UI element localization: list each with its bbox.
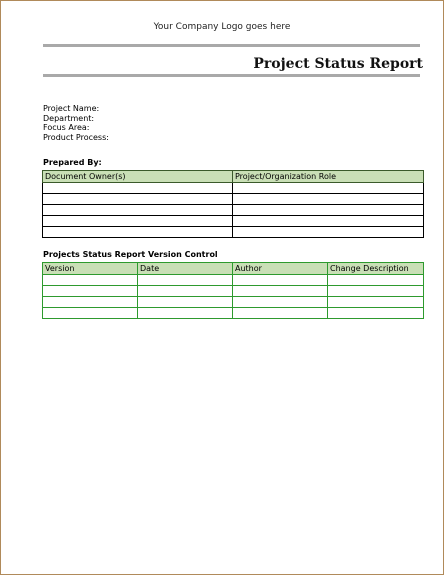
table-cell[interactable] <box>43 205 233 216</box>
table-header-row <box>43 171 424 183</box>
table-cell[interactable] <box>233 286 328 297</box>
table-cell[interactable] <box>138 308 233 319</box>
table-row <box>43 297 424 308</box>
column-header-project-role: Project/Organization Role <box>233 171 424 183</box>
column-header-version: Version <box>43 263 138 275</box>
table-row <box>43 286 424 297</box>
table-cell[interactable] <box>233 297 328 308</box>
table-cell[interactable] <box>233 194 424 205</box>
table-cell[interactable] <box>233 227 424 238</box>
table-cell[interactable] <box>43 183 233 194</box>
table-cell[interactable] <box>233 205 424 216</box>
header-rule-top <box>43 44 420 47</box>
table-cell[interactable] <box>43 286 138 297</box>
table-cell[interactable] <box>138 297 233 308</box>
table-cell[interactable] <box>233 216 424 227</box>
prepared-by-heading: Prepared By: <box>43 158 102 167</box>
table-row <box>43 227 424 238</box>
table-cell[interactable] <box>233 308 328 319</box>
table-cell[interactable] <box>328 308 424 319</box>
company-logo-placeholder: Your Company Logo goes here <box>153 22 291 32</box>
table-cell[interactable] <box>138 286 233 297</box>
field-product-process: Product Process: <box>43 132 109 142</box>
field-project-name: Project Name: <box>43 104 100 113</box>
field-focus-area: Focus Area: <box>43 123 90 132</box>
table-cell[interactable] <box>43 308 138 319</box>
column-header-author: Author <box>233 263 328 275</box>
project-fields <box>43 104 109 142</box>
table-row <box>43 205 424 216</box>
table-row <box>43 194 424 205</box>
table-row <box>43 216 424 227</box>
table-cell[interactable] <box>43 275 138 286</box>
document-owners-table <box>42 170 424 238</box>
table-cell[interactable] <box>233 183 424 194</box>
column-header-date: Date <box>138 263 233 275</box>
table-row <box>43 308 424 319</box>
table-header-row <box>43 263 424 275</box>
table-cell[interactable] <box>43 216 233 227</box>
version-control-heading: Projects Status Report Version Control <box>43 250 218 259</box>
table-cell[interactable] <box>43 194 233 205</box>
table-cell[interactable] <box>43 227 233 238</box>
table-row <box>43 275 424 286</box>
field-department: Department: <box>43 113 95 123</box>
header-rule-bottom <box>43 74 420 77</box>
table-cell[interactable] <box>328 297 424 308</box>
table-cell[interactable] <box>43 297 138 308</box>
table-row <box>43 183 424 194</box>
column-header-change-description: Change Description <box>328 263 424 275</box>
table-cell[interactable] <box>138 275 233 286</box>
table-cell[interactable] <box>328 275 424 286</box>
column-header-document-owners: Document Owner(s) <box>43 171 233 183</box>
table-cell[interactable] <box>233 275 328 286</box>
table-cell[interactable] <box>328 286 424 297</box>
version-control-table <box>42 262 424 319</box>
report-title: Project Status Report <box>253 56 423 72</box>
